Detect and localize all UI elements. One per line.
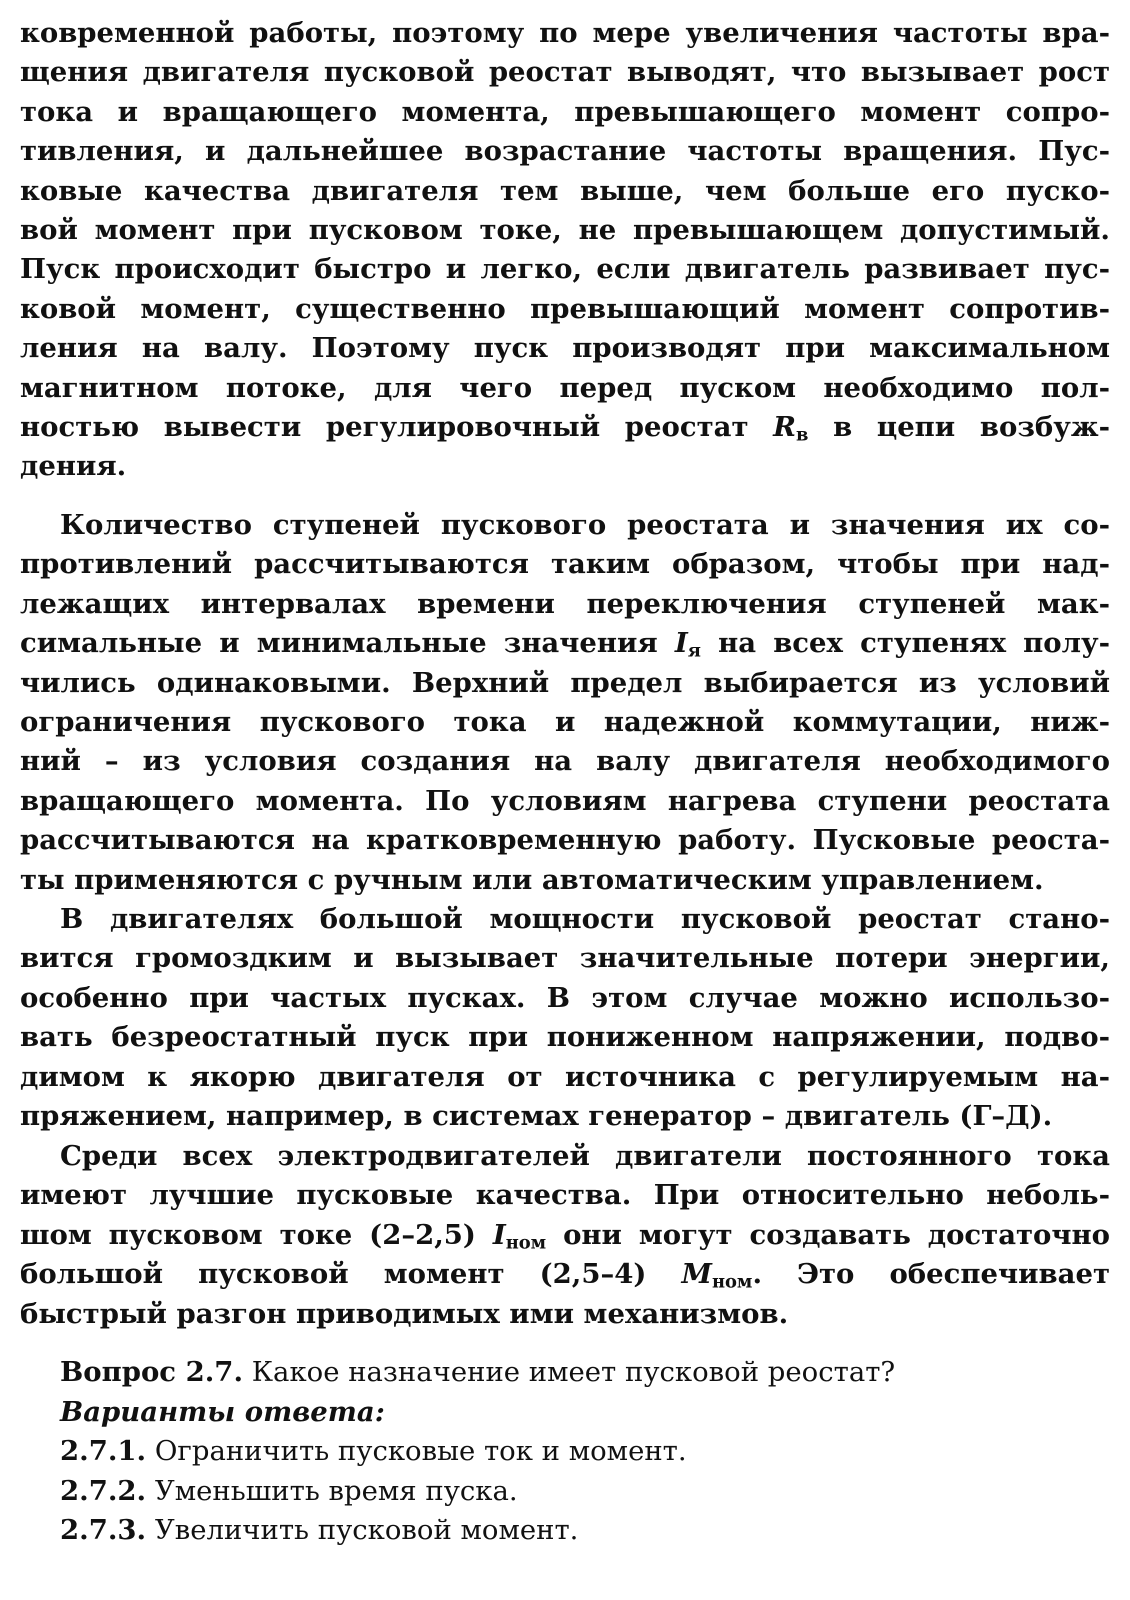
text-line: щения двигателя пусковой реостат выводят, что вызывает рост [20,56,1110,89]
text-line: вой момент при пусковом токе, не превышающем допустимый. [20,213,1110,246]
line-text: ностью вывести регулировочный реостат [20,410,774,443]
answer-option-number: 2.7.1. [60,1435,147,1467]
text-line: тока и вращающего момента, превышающего момент сопро- [20,95,1110,128]
text-line: Пуск происходит быстро и легко, если двигатель развивает пус- [20,253,1110,286]
math-subscript: в [796,424,809,446]
text-line: быстрый разгон приводимых ими механизмов. [20,1297,789,1330]
question-text: Какое назначение имеет пусковой реостат? [243,1356,896,1388]
line-text: они могут создавать достаточно [546,1218,1110,1251]
text-line: Среди всех электродвигателей двигатели постоянного тока [60,1140,1110,1172]
text-line [20,624,1110,663]
text-line: рассчитываются на кратковременную работу. Пусковые реоста- [20,824,1110,857]
math-symbol: I [492,1218,506,1251]
question-line [60,1353,1100,1392]
answer-option [60,1511,1100,1550]
answer-option [60,1432,1100,1471]
line-text: . Это обеспечивает [752,1258,1110,1291]
text-line: магнитном потоке, для чего перед пуском необходимо пол- [20,371,1110,404]
answer-option-text: Уменьшить время пуска. [146,1475,518,1507]
text-line: противлений рассчитываются таким образом, чтобы при над- [20,548,1110,581]
line-text: шом пусковом токе (2–2,5) [20,1218,493,1251]
math-subscript: я [687,640,701,662]
paragraph-3 [20,900,1110,1136]
text-line: имеют лучшие пусковые качества. При относительно неболь- [20,1179,1110,1212]
text-line: димом к якорю двигателя от источника с регулируемым на- [20,1060,1110,1093]
text-line: чились одинаковыми. Верхний предел выбирается из условий [20,666,1110,699]
answer-variants-label: Варианты ответа: [60,1396,385,1428]
text-line: ковые качества двигателя тем выше, чем больше его пуско- [20,174,1110,207]
text-line: вать безреостатный пуск при пониженном напряжении, подво- [20,1021,1110,1054]
answer-option-number: 2.7.2. [60,1475,147,1507]
text-line: ний – из условия создания на валу двигателя необходимого [20,745,1110,778]
math-symbol: I [674,627,688,660]
answer-option [60,1472,1100,1511]
text-line: дения. [20,450,127,483]
paragraph-1 [20,14,1110,487]
math-subscript: ном [505,1232,547,1254]
text-line: вращающего момента. По условиям нагрева ступени реостата [20,784,1110,817]
text-line: ты применяются с ручным или автоматическим управлением. [20,863,1044,896]
text-line: пряжением, например, в системах генератор – двигатель (Г–Д). [20,1099,1053,1132]
text-line: лежащих интервалах времени переключения ступеней мак- [20,587,1110,620]
line-text: в цепи возбуж- [808,410,1111,443]
math-subscript: ном [711,1271,753,1293]
text-line: ления на валу. Поэтому пуск производят при максимальном [20,332,1110,365]
line-text: на всех ступенях полу- [700,627,1110,660]
text-line: особенно при частых пусках. В этом случае можно использо- [20,981,1110,1014]
paragraph-2 [20,506,1110,900]
text-line [20,408,1110,447]
text-line: ковой момент, существенно превышающий момент сопротив- [20,292,1110,325]
answer-option-text: Увеличить пусковой момент. [146,1514,579,1546]
line-text: симальные и минимальные значения [20,627,675,660]
answer-option-text: Ограничить пусковые ток и момент. [146,1435,687,1467]
text-line [20,1255,1110,1294]
text-line: Количество ступеней пускового реостата и значения их со- [60,509,1110,541]
answer-option-number: 2.7.3. [60,1514,147,1546]
text-line: вится громоздким и вызывает значительные потери энергии, [20,942,1110,975]
text-line: ковременной работы, поэтому по мере увеличения частоты вра- [20,17,1110,49]
text-line: тивления, и дальнейшее возрастание частоты вращения. Пус- [20,135,1110,168]
text-line: ограничения пускового тока и надежной коммутации, ниж- [20,705,1110,738]
question-label: Вопрос 2.7. [60,1356,244,1388]
math-symbol: R [773,410,797,443]
paragraph-4 [20,1137,1110,1334]
text-line: В двигателях большой мощности пусковой реостат стано- [60,903,1110,935]
text-line [20,1216,1110,1255]
line-text: большой пусковой момент (2,5–4) [20,1258,682,1291]
math-symbol: M [681,1258,712,1291]
